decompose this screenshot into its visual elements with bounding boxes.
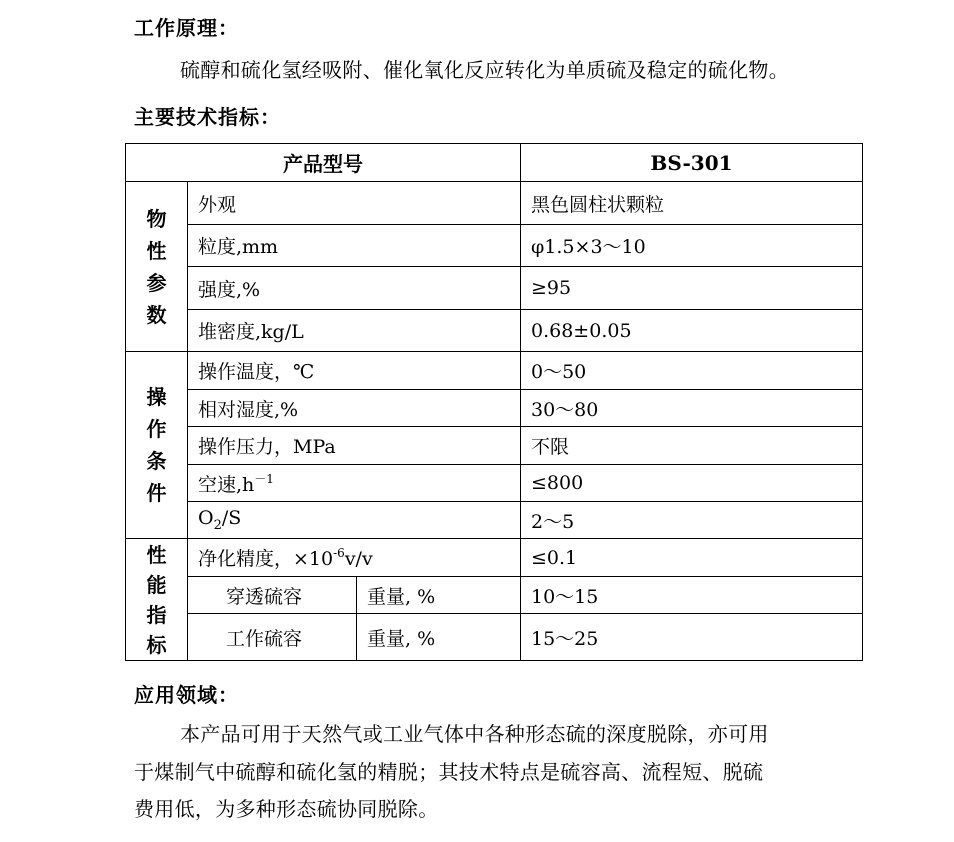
row-label: 净化精度，$\times 10^{-6}v/v$	[188, 539, 521, 577]
table-row	[126, 352, 863, 390]
table-row	[126, 267, 863, 310]
row-label: 操作温度，℃	[188, 352, 521, 390]
row-value: 黑色圆柱状颗粒	[521, 182, 863, 225]
row-label: 强度,%	[188, 267, 521, 310]
table-row	[126, 465, 863, 502]
row-label: 操作压力，MPa	[188, 427, 521, 465]
row-value: ≤0.1	[521, 539, 863, 577]
group-physical-properties: 物 性 参 数	[126, 182, 188, 352]
row-unit: 重量, %	[357, 577, 521, 614]
row-value: 10～15	[521, 577, 863, 614]
table-row	[126, 225, 863, 267]
row-label: $O_2/S$	[188, 502, 521, 539]
section-heading-principle: 工作原理：	[134, 16, 239, 40]
row-value: 2～5	[521, 502, 863, 539]
row-value: 不限	[521, 427, 863, 465]
group-operating-conditions: 操 作 条 件	[126, 352, 188, 539]
row-value: 15～25	[521, 614, 863, 661]
row-value: 0.68±0.05	[521, 310, 863, 352]
row-label: 粒度,mm	[188, 225, 521, 267]
row-label: 堆密度,kg/L	[188, 310, 521, 352]
spec-table	[125, 143, 863, 661]
row-label: 工作硫容	[188, 614, 357, 661]
row-value: φ1.5×3～10	[521, 225, 863, 267]
table-row	[126, 577, 863, 614]
application-text-line-2: 于煤制气中硫醇和硫化氢的精脱；其技术特点是硫容高、流程短、脱硫	[134, 760, 764, 784]
row-value: ≤800	[521, 465, 863, 502]
principle-text: 硫醇和硫化氢经吸附、催化氧化反应转化为单质硫及稳定的硫化物。	[180, 58, 789, 82]
row-value: 30～80	[521, 390, 863, 427]
table-header-row	[126, 144, 863, 182]
row-unit: 重量, %	[357, 614, 521, 661]
table-row	[126, 614, 863, 661]
section-heading-applications: 应用领域：	[134, 683, 239, 707]
table-row	[126, 502, 863, 539]
table-row	[126, 390, 863, 427]
table-row	[126, 539, 863, 577]
product-model-label: 产品型号	[126, 144, 521, 182]
application-text-line-3: 费用低，为多种形态硫协同脱除。	[134, 797, 439, 821]
row-value: 0～50	[521, 352, 863, 390]
row-label: 空速$,h^{-1}$	[188, 465, 521, 502]
row-label: 相对湿度,%	[188, 390, 521, 427]
group-performance-indicators: 性 能 指 标	[126, 539, 188, 661]
product-model-value: BS-301	[521, 144, 863, 182]
row-label: 外观	[188, 182, 521, 225]
application-text-line-1: 本产品可用于天然气或工业气体中各种形态硫的深度脱除，亦可用	[180, 722, 769, 746]
row-label: 穿透硫容	[188, 577, 357, 614]
table-row	[126, 310, 863, 352]
table-row	[126, 182, 863, 225]
section-heading-specs: 主要技术指标：	[134, 105, 281, 129]
table-row	[126, 427, 863, 465]
row-value: ≥95	[521, 267, 863, 310]
